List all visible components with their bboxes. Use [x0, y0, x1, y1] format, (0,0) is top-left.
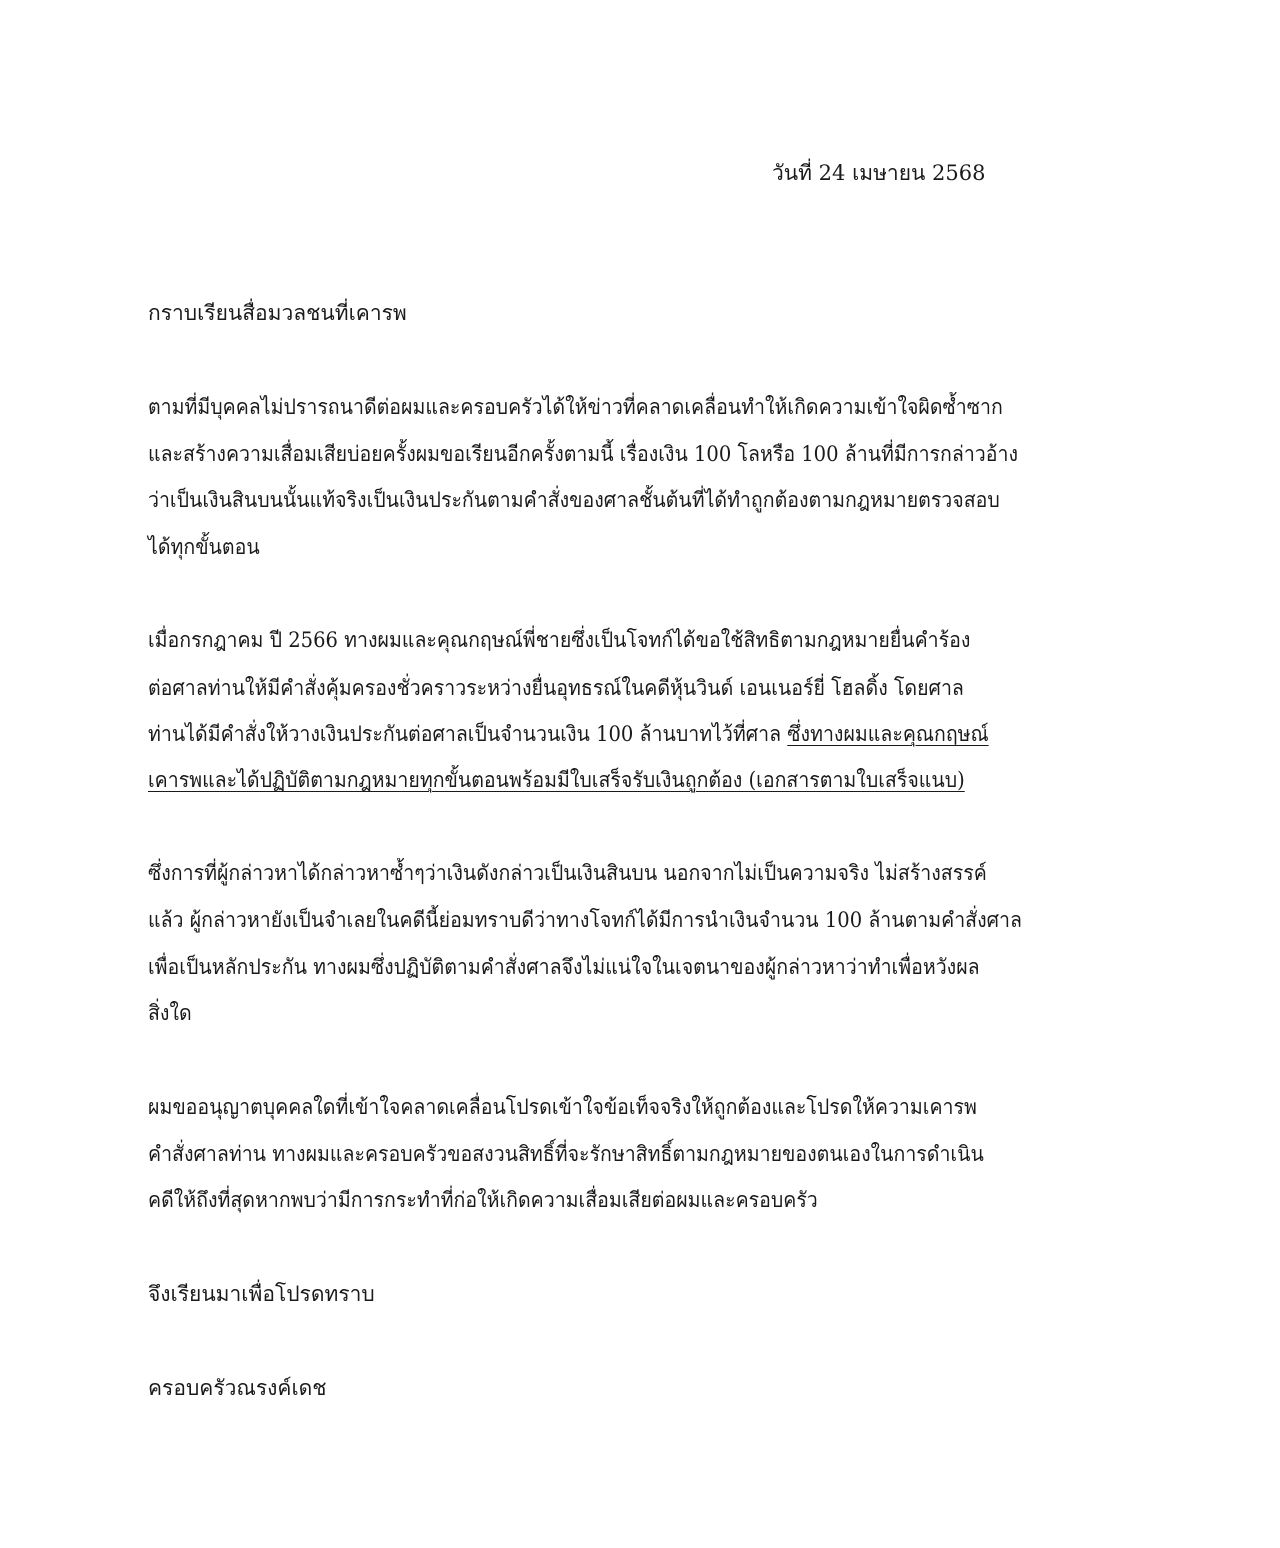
- signature: ครอบครัวณรงค์เดช: [148, 1376, 327, 1400]
- underlined-statement-end: เคารพและได้ปฏิบัติตามกฎหมายทุกขั้นตอนพร้อมมีใบเสร็จรับเงินถูกต้อง (เอกสารตามใบเสร็จแนบ): [148, 768, 965, 792]
- paragraph-1-line-2: และสร้างความเสื่อมเสียบ่อยครั้งผมขอเรียนอีกครั้งตามนี้ เรื่องเงิน 100 โลหรือ 100 ล้านที่มีการกล่าวอ้าง: [148, 442, 1019, 466]
- paragraph-2-line-1: เมื่อกรกฎาคม ปี 2566 ทางผมและคุณกฤษณ์พี่ชายซึ่งเป็นโจทก์ได้ขอใช้สิทธิตามกฎหมายยื่นคำร้อง: [148, 628, 971, 652]
- paragraph-2-line-3: [148, 719, 989, 749]
- salutation: กราบเรียนสื่อมวลชนที่เคารพ: [148, 301, 407, 325]
- paragraph-2-line-3-text: ท่านได้มีคำสั่งให้วางเงินประกันต่อศาลเป็นจำนวนเงิน 100 ล้านบาทไว้ที่ศาล: [148, 722, 788, 746]
- paragraph-2-line-2: ต่อศาลท่านให้มีคำสั่งคุ้มครองชั่วคราวระหว่างยื่นอุทธรณ์ในคดีหุ้นวินด์ เอนเนอร์ยี่ โฮลดิ้ง โดยศาล: [148, 676, 964, 700]
- underlined-statement-start: ซึ่งทางผมและคุณกฤษณ์: [787, 722, 989, 746]
- paragraph-1-line-3: ว่าเป็นเงินสินบนนั้นแท้จริงเป็นเงินประกันตามคำสั่งของศาลชั้นต้นที่ได้ทำถูกต้องตามกฎหมายตรวจสอบ: [148, 488, 1000, 512]
- paragraph-2-line-4: [148, 765, 965, 795]
- paragraph-3-line-4: สิ่งใด: [148, 1001, 192, 1025]
- paragraph-3-line-3: เพื่อเป็นหลักประกัน ทางผมซึ่งปฏิบัติตามคำสั่งศาลจึงไม่แน่ใจในเจตนาของผู้กล่าวหาว่าทำเพื่อหวังผล: [148, 955, 980, 979]
- paragraph-4-line-1: ผมขออนุญาตบุคคลใดที่เข้าใจคลาดเคลื่อนโปรดเข้าใจข้อเท็จจริงให้ถูกต้องและโปรดให้ความเคารพ: [148, 1095, 977, 1119]
- letter-date: วันที่ 24 เมษายน 2568: [772, 161, 986, 185]
- paragraph-1-line-4: ได้ทุกขั้นตอน: [148, 535, 260, 559]
- paragraph-3-line-1: ซึ่งการที่ผู้กล่าวหาได้กล่าวหาซ้ำๆว่าเงินดังกล่าวเป็นเงินสินบน นอกจากไม่เป็นความจริง ไม่สร้างสรรค์: [148, 861, 987, 885]
- paragraph-1-line-1: ตามที่มีบุคคลไม่ปรารถนาดีต่อผมและครอบครัวได้ให้ข่าวที่คลาดเคลื่อนทำให้เกิดความเข้าใจผิดซ้ำซาก: [148, 395, 1003, 419]
- paragraph-3-line-2: แล้ว ผู้กล่าวหายังเป็นจำเลยในคดีนี้ย่อมทราบดีว่าทางโจทก์ได้มีการนำเงินจำนวน 100 ล้านตามคำสั่งศาล: [148, 908, 1022, 932]
- paragraph-4-line-2: คำสั่งศาลท่าน ทางผมและครอบครัวขอสงวนสิทธิ์ที่จะรักษาสิทธิ์ตามกฎหมายของตนเองในการดำเนิน: [148, 1142, 984, 1166]
- closing-line: จึงเรียนมาเพื่อโปรดทราบ: [148, 1282, 375, 1306]
- paragraph-4-line-3: คดีให้ถึงที่สุดหากพบว่ามีการกระทำที่ก่อให้เกิดความเสื่อมเสียต่อผมและครอบครัว: [148, 1188, 818, 1212]
